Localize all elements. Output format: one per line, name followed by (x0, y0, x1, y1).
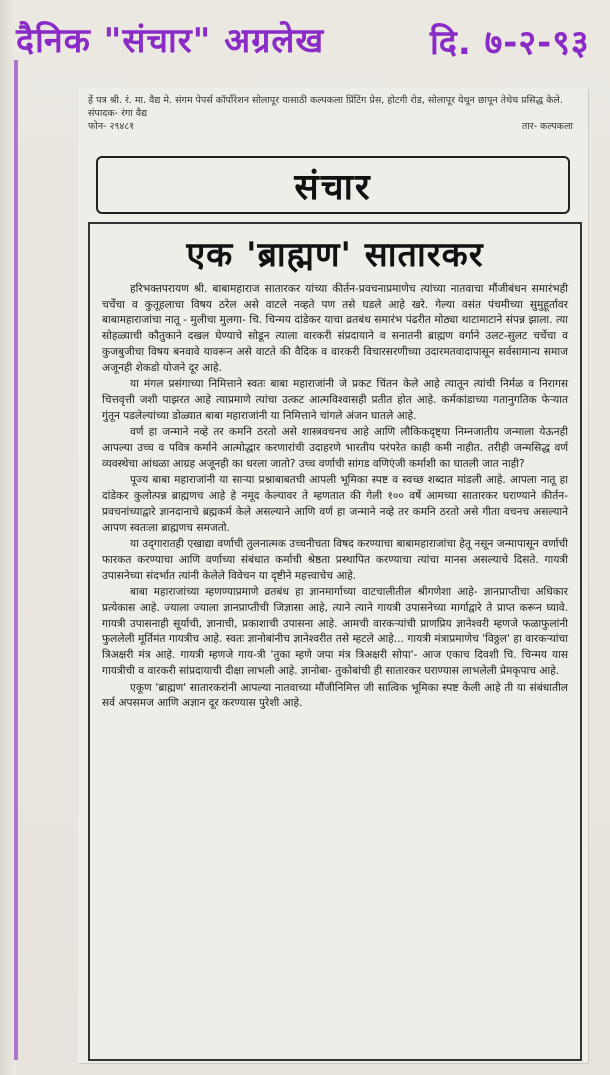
paragraph: बाबा महाराजांच्या म्हणण्याप्रमाणे व्रतबंध हा ज्ञानमार्गाच्या वाटचालीतील श्रीगणेशा आहे- ज्ञानप्राप्तीचा अधिकार प्रत्येकास आहे. ज्याला ज्याला ज्ञानप्राप्तीची जिज्ञासा आहे, त्याने त्याने गायत्री उपासनेच्या मार्गाद्वारे ते प्राप्त करून घ्यावे. गायत्री उपासनाही सूर्याची, ज्ञानाची, प्रकाशाची उपासना आहे. आमची वारकऱ्यांची प्राणप्रिय ज्ञानेश्वरी म्हणजे फळाफुलांनी फुललेली मूर्तिमंत गायत्रीच आहे. स्वतः ज्ञानोबांनीच ज्ञानेश्वरीत तसे म्हटले आहे... गायत्री मंत्राप्रमाणेच 'विठ्ठल' हा वारकऱ्यांचा त्रिअक्षरी मंत्र आहे. गायत्री म्हणजे गाय-त्री 'तुका म्हणे जपा मंत्र त्रिअक्षरी सोपा'- आज एकाच दिवशी चि. चिन्मय यास गायत्रीची व वारकरी सांप्रदायाची दीक्षा लाभली आहे. ज्ञानोबा- तुकोबांची ही सातारकर घराण्यास लाभलेली प्रेमकृपाच आहे. (102, 586, 568, 677)
masthead-title: संचार (294, 165, 372, 208)
masthead (96, 156, 570, 214)
imprint (88, 94, 573, 133)
handwritten-date: दि. ७-२-९३ (430, 23, 590, 63)
handwritten-header (10, 8, 600, 68)
article (88, 222, 582, 1061)
paragraph: या मंगल प्रसंगाच्या निमित्ताने स्वतः बाबा महाराजांनी जे प्रकट चिंतन केले आहे त्यातून त्यांची निर्मळ व निरागस चित्तवृत्ती जशी पाझरत आहे त्याप्रमाणे त्यांचा उत्कट आत्मविश्वासही प्रतीत होत आहे. कर्मकांडाच्या गतानुगतिक फेऱ्यात गुंतून पडलेल्यांच्या डोळ्यात बाबा महाराजांनी या निमित्ताने चांगले अंजन घातले आहे. (102, 378, 568, 422)
imprint-phone: फोन- २९४८१ (88, 121, 135, 132)
margin-line (14, 60, 18, 1060)
paragraph: एकूण 'ब्राह्मण' सातारकरांनी आपल्या नातवाच्या मौंजीनिमित्त जी सात्विक भूमिका स्पष्ट केली आहे ती या संबंधातील सर्व अपसमज आणि अज्ञान दूर करण्यास पुरेशी आहे. (102, 681, 568, 710)
paragraph: या उद्‌गारातही एखाद्या वर्णाची तुलनात्मक उच्चनीचता विषद करण्याचा बाबामहाराजांचा हेतू नसून जन्मापासून वर्णाची फारकत करण्याचा आणि वर्णाच्या संबंधात कर्माची श्रेष्ठता प्रस्थापित करण्याचा त्यांचा मानस असल्याचे दिसते. गायत्री उपासनेच्या संदर्भात त्यांनी केलेले विवेचन या दृष्टीने महत्त्वाचेच आहे. (102, 538, 568, 582)
handwritten-title: दैनिक "संचार" अग्रलेख (16, 21, 325, 61)
imprint-line: हें पत्र श्री. रं. मा. वैद्य मे. संगम पेपर्स कॉर्पोरेशन सोलापूर यासाठी कल्पकला प्रिंटिंग प्रेस, होटगी रोड, सोलापूर येथून छापून तेथेच प्रसिद्ध केले. संपादक- रंगा वैद्य (88, 95, 563, 119)
article-body (102, 282, 568, 713)
imprint-telegram: तार- कल्पकला (521, 121, 573, 132)
article-headline: एक 'ब्राह्मण' सातारकर (186, 235, 484, 275)
paragraph: हरिभक्तपरायण श्री. बाबामहाराज सातारकर यांच्या कीर्तन-प्रवचनाप्रमाणेच त्यांच्या नातवाचा मौंजीबंधन समारंभही चर्चेचा व कुतूहलाचा विषय ठरेल असे वाटले नव्हते पण तसे घडले आहे खरे. गेल्या वसंत पंचमीच्या सुमुहूर्तावर बाबामहाराजांचा नातू - मुलीचा मुलगा- चि. चिन्मय दांडेकर याचा व्रतबंध समारंभ पंढरीत मोठ्या थाटामाटाने संपन्न झाला. त्या सोहळ्याची कौतुकाने दखल घेण्याचे सोडून त्याला वारकरी संप्रदायाने व सनातनी ब्राह्मण वर्गाने उलट-सुलट चर्चेचा व कुजबुजीचा विषय बनवावे यावरून असे वाटते की वैदिक व वारकरी विचारसरणीच्या उदारमतवादापासून सर्वसामान्य समाज अजूनही शेकडो योजने दूर आहे. (102, 283, 568, 374)
clipping (78, 88, 588, 1063)
paragraph: पूज्य बाबा महाराजांनी या साऱ्या प्रश्नाबाबतची आपली भूमिका स्पष्ट व स्वच्छ शब्दात मांडली आहे. आपला नातू हा दांडेकर कुलोत्पन्न ब्राह्मणच आहे हे नमूद केल्यावर ते म्हणतात की गेली १०० वर्षे आमच्या सातारकर घराण्याने कीर्तन- प्रवचनांच्याद्वारे ज्ञानदानाचे ब्रह्मकर्म केले असल्याने आणि वर्ण हा जन्माने नव्हे तर कमनि ठरतो असे गीता वचनच असल्याने आपण स्वतःला ब्राह्मणच समजतो. (102, 474, 568, 534)
paragraph: वर्ण हा जन्माने नव्हे तर कमनि ठरतो असे शास्त्रवचनच आहे आणि लौकिकदृष्ट्या निम्नजातीय जन्माला येऊनही आपल्या उच्च व पवित्र कर्माने आत्मोद्धार करणारांची उदाहरणे भारतीय परंपरेत काही कमी नाहीत. तरीही जन्मसिद्ध वर्ण व्यवस्थेचा आंधळा आग्रह अजूनही का धरला जातो? उच्च वर्णाची सांगड वणिएंजी कर्माशी का घातली जात नाही? (102, 426, 568, 470)
